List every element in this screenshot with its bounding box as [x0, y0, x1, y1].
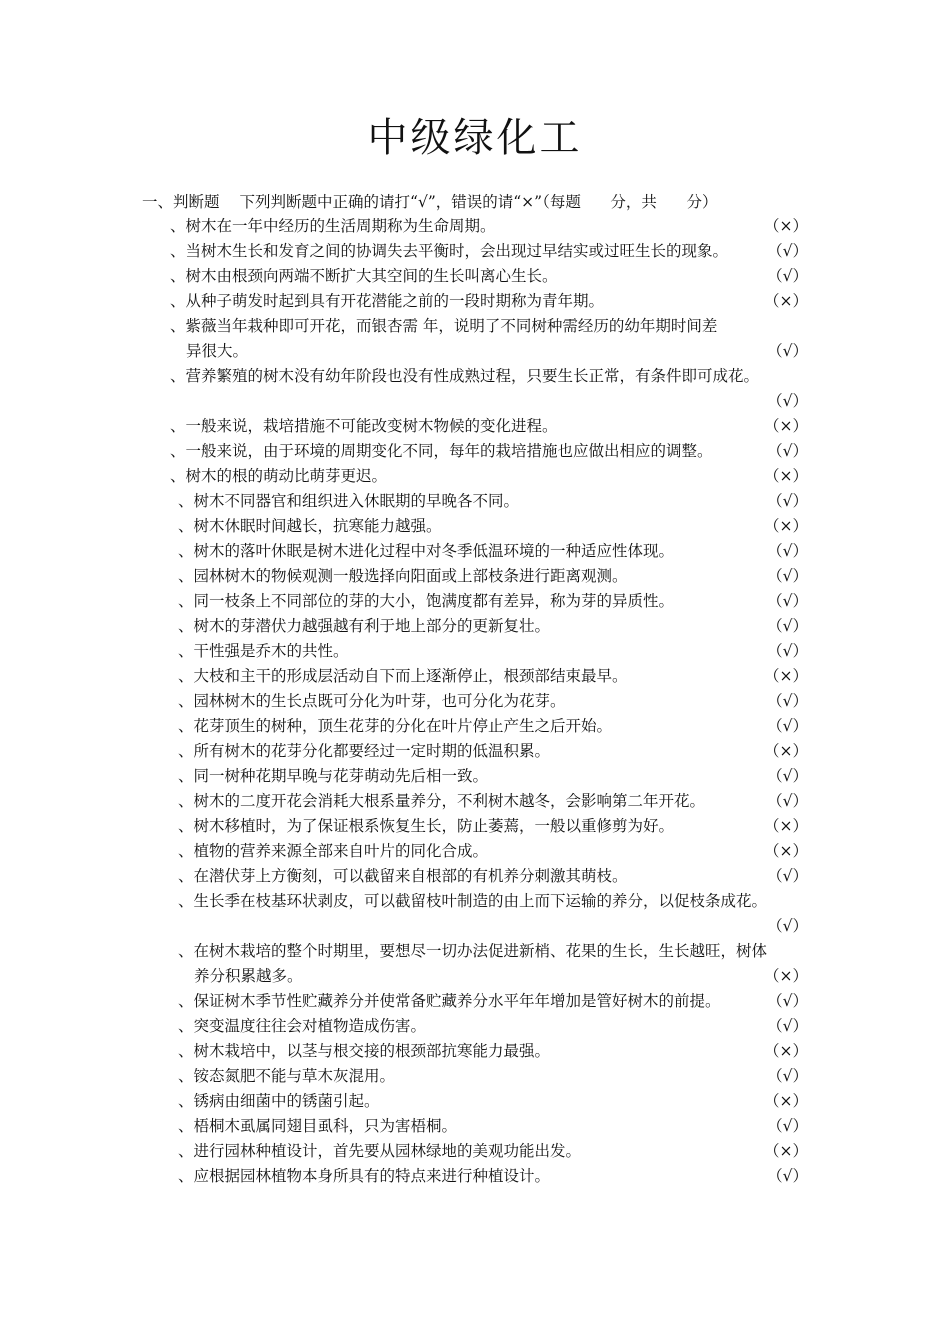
- answer-mark: （√）: [767, 792, 808, 810]
- question-item: [0, 1039, 950, 1064]
- question-item: [0, 564, 950, 589]
- question-item: [0, 689, 950, 714]
- question-text: [170, 364, 810, 389]
- question-item: [0, 989, 950, 1014]
- answer-mark: （×）: [764, 292, 808, 310]
- question-text: [170, 464, 810, 489]
- question-item: [0, 539, 950, 564]
- question-statement: 、进行园林种植设计，首先要从园林绿地的美观功能出发。: [178, 1142, 582, 1160]
- question-item: [0, 939, 950, 989]
- question-text: [178, 1064, 810, 1089]
- question-text: [178, 814, 810, 839]
- question-statement: 、生长季在枝基环状剥皮，可以截留枝叶制造的由上而下运输的养分，以促枝条成花。: [178, 892, 768, 910]
- answer-mark: （√）: [767, 392, 808, 410]
- question-statement: 、保证树木季节性贮藏养分并使常备贮藏养分水平年年增加是管好树木的前提。: [178, 992, 721, 1010]
- question-item: [0, 1114, 950, 1139]
- question-text: [178, 614, 810, 639]
- question-item: [0, 314, 950, 364]
- question-text: [178, 1114, 810, 1139]
- question-item: [0, 639, 950, 664]
- question-text: [178, 939, 810, 989]
- section-instruction: 下列判断题中正确的请打“√”，错误的请“×”（每题 分，共 分）: [239, 193, 718, 211]
- answer-mark: （√）: [767, 267, 808, 285]
- answer-mark: （√）: [767, 592, 808, 610]
- answer-mark: （√）: [767, 992, 808, 1010]
- question-statement: 、在树木栽培的整个时期里，要想尽一切办法促进新梢、花果的生长，生长越旺，树体: [178, 942, 768, 960]
- question-text: [178, 839, 810, 864]
- question-text: [178, 714, 810, 739]
- question-item: [0, 264, 950, 289]
- question-statement: 、树木移植时，为了保证根系恢复生长，防止萎蔫，一般以重修剪为好。: [178, 817, 675, 835]
- question-text: [170, 439, 810, 464]
- question-text: [178, 789, 810, 814]
- answer-mark: （√）: [767, 692, 808, 710]
- question-statement: 、当树木生长和发育之间的协调失去平衡时，会出现过早结实或过旺生长的现象。: [170, 242, 729, 260]
- question-continuation: 养分积累越多。: [194, 967, 303, 985]
- question-item: [0, 1064, 950, 1089]
- answer-mark: （×）: [764, 1042, 808, 1060]
- answer-mark: （√）: [767, 642, 808, 660]
- question-text: [178, 514, 810, 539]
- question-statement: 、树木栽培中，以茎与根交接的根颈部抗寒能力最强。: [178, 1042, 551, 1060]
- answer-mark: （×）: [764, 967, 808, 985]
- question-statement: 、干性强是乔木的共性。: [178, 642, 349, 660]
- question-text: [178, 764, 810, 789]
- question-item: [0, 589, 950, 614]
- answer-mark: （√）: [767, 1017, 808, 1035]
- question-item: [0, 1014, 950, 1039]
- question-item: [0, 614, 950, 639]
- question-statement: 、一般来说，由于环境的周期变化不同，每年的栽培措施也应做出相应的调整。: [170, 442, 713, 460]
- question-item: [0, 439, 950, 464]
- answer-mark: （×）: [764, 217, 808, 235]
- answer-mark: （×）: [764, 517, 808, 535]
- question-text: [178, 1014, 810, 1039]
- answer-mark: （×）: [764, 842, 808, 860]
- answer-mark: （√）: [767, 567, 808, 585]
- answer-mark: （√）: [767, 442, 808, 460]
- question-statement: 、植物的营养来源全部来自叶片的同化合成。: [178, 842, 489, 860]
- question-text: [178, 564, 810, 589]
- question-item: [0, 214, 950, 239]
- question-statement: 、同一树种花期早晚与花芽萌动先后相一致。: [178, 767, 489, 785]
- question-text: [178, 689, 810, 714]
- answer-mark: （×）: [764, 467, 808, 485]
- question-item: [0, 739, 950, 764]
- answer-mark: （√）: [767, 867, 808, 885]
- question-statement: 、树木的根的萌动比萌芽更迟。: [170, 467, 388, 485]
- question-statement: 、一般来说，栽培措施不可能改变树木物候的变化进程。: [170, 417, 558, 435]
- question-list: [0, 214, 950, 1189]
- answer-mark: （√）: [767, 492, 808, 510]
- question-statement: 、园林树木的物候观测一般选择向阳面或上部枝条进行距离观测。: [178, 567, 628, 585]
- question-statement: 、树木的二度开花会消耗大根系量养分，不利树木越冬，会影响第二年开花。: [178, 792, 706, 810]
- question-statement: 、树木由根颈向两端不断扩大其空间的生长叫离心生长。: [170, 267, 558, 285]
- question-statement: 、树木不同器官和组织进入休眠期的早晚各不同。: [178, 492, 520, 510]
- question-text: [178, 889, 810, 914]
- answer-mark: （√）: [767, 1167, 808, 1185]
- answer-mark: （√）: [767, 917, 808, 935]
- question-text: [178, 589, 810, 614]
- question-text: [170, 214, 810, 239]
- question-item: [0, 764, 950, 789]
- answer-mark: （×）: [764, 417, 808, 435]
- answer-mark: （√）: [767, 717, 808, 735]
- answer-mark: （√）: [767, 542, 808, 560]
- question-statement: 、树木的芽潜伏力越强越有利于地上部分的更新复壮。: [178, 617, 551, 635]
- answer-mark: （×）: [764, 1092, 808, 1110]
- question-text: [170, 264, 810, 289]
- question-statement: 、突变温度往往会对植物造成伤害。: [178, 1017, 427, 1035]
- question-statement: 、大枝和主干的形成层活动自下而上逐渐停止，根颈部结束最早。: [178, 667, 628, 685]
- question-text: [178, 664, 810, 689]
- question-item: [0, 864, 950, 889]
- section-label: 一、判断题: [142, 193, 220, 211]
- answer-mark: （×）: [764, 742, 808, 760]
- answer-mark: （√）: [767, 1067, 808, 1085]
- question-text: [178, 1089, 810, 1114]
- question-statement: 、树木休眠时间越长，抗寒能力越强。: [178, 517, 442, 535]
- question-text: [178, 989, 810, 1014]
- question-item: [0, 364, 950, 414]
- question-statement: 、营养繁殖的树木没有幼年阶段也没有性成熟过程，只要生长正常，有条件即可成花。: [170, 367, 760, 385]
- question-text: [170, 289, 810, 314]
- question-statement: 、从种子萌发时起到具有开花潜能之前的一段时期称为青年期。: [170, 292, 605, 310]
- document-title: 中级绿化工: [367, 115, 583, 161]
- answer-mark: （×）: [764, 817, 808, 835]
- question-item: [0, 1089, 950, 1114]
- question-text: [170, 314, 810, 364]
- question-text: [178, 864, 810, 889]
- question-text: [170, 414, 810, 439]
- question-text: [178, 489, 810, 514]
- question-text: [178, 739, 810, 764]
- question-text: [170, 239, 810, 264]
- question-text: [178, 1164, 810, 1189]
- question-item: [0, 714, 950, 739]
- question-statement: 、园林树木的生长点既可分化为叶芽，也可分化为花芽。: [178, 692, 566, 710]
- answer-mark: （√）: [767, 242, 808, 260]
- question-statement: 、同一枝条上不同部位的芽的大小，饱满度都有差异，称为芽的异质性。: [178, 592, 675, 610]
- question-item: [0, 839, 950, 864]
- question-item: [0, 664, 950, 689]
- question-item: [0, 814, 950, 839]
- answer-mark: （×）: [764, 1142, 808, 1160]
- answer-mark: （√）: [767, 1117, 808, 1135]
- question-statement: 、树木在一年中经历的生活周期称为生命周期。: [170, 217, 496, 235]
- question-item: [0, 789, 950, 814]
- question-text: [178, 539, 810, 564]
- question-item: [0, 489, 950, 514]
- question-continuation: 异很大。: [186, 342, 249, 360]
- section-header: [142, 190, 717, 212]
- question-text: [178, 639, 810, 664]
- question-item: [0, 289, 950, 314]
- question-statement: 、在潜伏芽上方衡刻，可以截留来自根部的有机养分刺激其萌枝。: [178, 867, 628, 885]
- question-statement: 、花芽顶生的树种，顶生花芽的分化在叶片停止产生之后开始。: [178, 717, 613, 735]
- question-item: [0, 464, 950, 489]
- question-text: [178, 1139, 810, 1164]
- question-statement: 、锈病由细菌中的锈菌引起。: [178, 1092, 380, 1110]
- question-statement: 、紫薇当年栽种即可开花，而银杏需 年，说明了不同树种需经历的幼年期时间差: [170, 317, 718, 335]
- question-statement: 、梧桐木虱属同翅目虱科，只为害梧桐。: [178, 1117, 458, 1135]
- answer-mark: （√）: [767, 617, 808, 635]
- question-item: [0, 889, 950, 939]
- question-item: [0, 1164, 950, 1189]
- question-item: [0, 414, 950, 439]
- question-statement: 、应根据园林植物本身所具有的特点来进行种植设计。: [178, 1167, 551, 1185]
- answer-mark: （√）: [767, 342, 808, 360]
- question-item: [0, 239, 950, 264]
- question-statement: 、铵态氮肥不能与草木灰混用。: [178, 1067, 396, 1085]
- question-statement: 、所有树木的花芽分化都要经过一定时期的低温积累。: [178, 742, 551, 760]
- question-statement: 、树木的落叶休眠是树木进化过程中对冬季低温环境的一种适应性体现。: [178, 542, 675, 560]
- answer-mark: （×）: [764, 667, 808, 685]
- answer-mark: （√）: [767, 767, 808, 785]
- question-item: [0, 1139, 950, 1164]
- question-item: [0, 514, 950, 539]
- question-text: [178, 1039, 810, 1064]
